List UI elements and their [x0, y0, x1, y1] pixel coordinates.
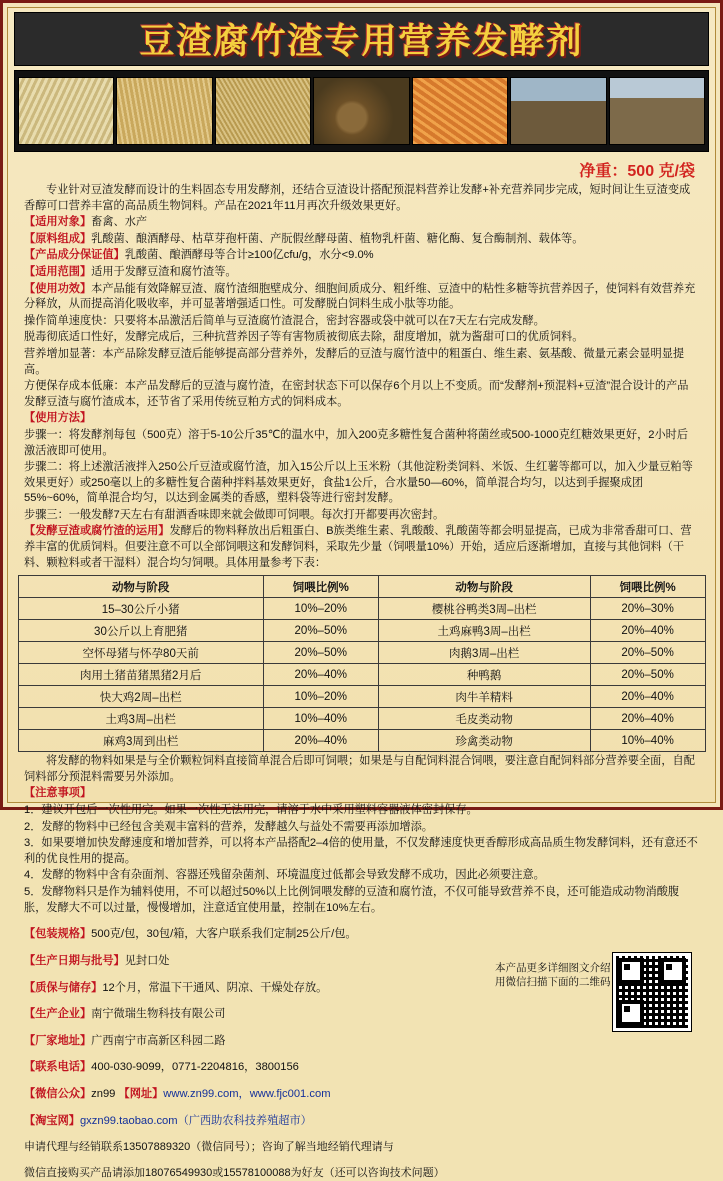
footer-phone [24, 1060, 699, 1075]
footer-taobao-label: 【淘宝网】 [24, 1114, 80, 1127]
qr-instruction-text: 本产品更多详细图文介绍用微信扫描下面的二维码 [495, 962, 611, 989]
note-1: 1．建议开包后一次性用完。如果一次性无法用完，请溶于水中采用塑料容器液体密封保存。 [24, 804, 478, 817]
photo-frame-7 [609, 77, 705, 145]
footer-website-text[interactable]: www.zn99.com，www.fjc001.com [163, 1087, 331, 1100]
cell-animal: 快大鸡2周–出栏 [18, 686, 263, 708]
cell-animal-2: 土鸡麻鸭3周–出栏 [378, 620, 590, 642]
photo-frame-1 [18, 77, 114, 145]
cell-ratio: 20%–50% [263, 642, 378, 664]
footer-address-text: 广西南宁市高新区科园二路 [91, 1034, 226, 1047]
step-2: 步骤二：将上述激活液拌入250公斤豆渣或腐竹渣，加入15公斤以上玉米粉（其他淀粉类饲料、米饭、生红薯等都可以，加入少量豆粕等效果更好）或250毫以上的多糖性复合菌种拌料基效果更好，食盐1公斤，合水量50—60%，简单混合均匀，以达到手握聚成团55%~60%，简单混合均匀，以达到金属类的香感，塑料袋等进行密封发酵。 [24, 461, 693, 505]
footer-phone-text: 400-030-9099，0771-2204816，3800156 [91, 1061, 299, 1074]
section-target-label: 【适用对象】 [24, 216, 92, 229]
cell-animal-2: 毛皮类动物 [378, 708, 590, 730]
footer-taobao [24, 1114, 699, 1129]
cell-ratio: 20%–40% [263, 730, 378, 752]
feeding-ratio-table [18, 575, 706, 752]
th-animal-stage-left: 动物与阶段 [18, 576, 263, 598]
table-row [18, 730, 705, 752]
qr-eye-top-left [618, 958, 644, 984]
footer-wechat-text: zn99 [91, 1087, 116, 1100]
table-row [18, 664, 705, 686]
usage-method-label: 【使用方法】 [24, 412, 92, 425]
cell-animal: 麻鸡3周到出栏 [18, 730, 263, 752]
notes-label: 【注意事项】 [24, 787, 92, 800]
cell-ratio-2: 20%–40% [590, 708, 705, 730]
net-weight: 净重：500 克/袋 [579, 163, 695, 180]
footer-address [24, 1034, 699, 1049]
cell-ratio-2: 20%–50% [590, 664, 705, 686]
cell-animal: 肉用土猪苗猪黑猪2月后 [18, 664, 263, 686]
footer-taobao-text[interactable]: gxzn99.taobao.com（广西助农科技养殖超市） [79, 1114, 312, 1127]
table-row [18, 598, 705, 620]
cell-animal-2: 樱桃谷鸭类3周–出栏 [378, 598, 590, 620]
photo-frame-5 [412, 77, 508, 145]
section-guarantee [24, 248, 699, 264]
cell-animal: 空怀母猪与怀孕80天前 [18, 642, 263, 664]
footer-storage-label: 【质保与储存】 [24, 981, 103, 994]
footer-info [14, 927, 709, 1129]
steps-item-1-text: 操作简单速度快：只要将本品激活后简单与豆渣腐竹渣混合，密封容器或袋中就可以在7天左右完成发酵。 [24, 314, 545, 327]
table-row [18, 686, 705, 708]
section-ingredients [24, 232, 699, 248]
footer-storage-text: 12个月，常温下干通风、阴凉、干燥处存放。 [102, 981, 328, 994]
photo-frame-3 [215, 77, 311, 145]
table-row [18, 620, 705, 642]
footer-wechat-web [24, 1087, 699, 1102]
section-guarantee-label: 【产品成分保证值】 [24, 249, 125, 262]
steps-item-2 [24, 330, 699, 346]
section-ingredients-label: 【原料组成】 [24, 232, 92, 245]
agent-line-2: 微信直接购买产品请添加18076549930或15578100088为好友（还可以咨询技术问题） [24, 1167, 445, 1180]
cell-ratio-2: 20%–40% [590, 686, 705, 708]
cell-animal-2: 种鸭鹅 [378, 664, 590, 686]
cell-ratio-2: 10%–40% [590, 730, 705, 752]
qr-eye-bottom-left [618, 1000, 644, 1026]
photo-frame-4 [313, 77, 409, 145]
cell-animal-2: 肉鹅3周–出栏 [378, 642, 590, 664]
cell-ratio-2: 20%–50% [590, 642, 705, 664]
note-2: 2．发酵的物料中已经包含美观丰富料的营养，发酵越久与益处不需要再添加增添。 [24, 820, 433, 833]
cell-ratio: 20%–50% [263, 620, 378, 642]
cell-ratio-2: 20%–30% [590, 598, 705, 620]
footer-manufacturer [24, 1007, 699, 1022]
qr-code[interactable] [613, 953, 691, 1031]
cell-ratio: 10%–40% [263, 708, 378, 730]
fermentation-usage-label: 【发酵豆渣或腐竹渣的运用】 [24, 525, 170, 538]
section-ingredients-text: 乳酸菌、酿酒酵母、枯草芽孢杆菌、产朊假丝酵母菌、植物乳杆菌、糖化酶、复合酶制剂、载体等。 [91, 232, 584, 245]
steps-item-1 [24, 314, 699, 330]
section-effect-text: 本产品能有效降解豆渣、腐竹渣细胞壁成分、细胞间质成分、粗纤维、豆渣中的粘性多糖等抗营养因子，使饲料有效营养充分释放，从而提高消化吸收率，并可显著增强适口性。可发酵脱白饲料生成小肽等功能。 [24, 282, 696, 311]
table-row [18, 642, 705, 664]
section-effect [24, 282, 699, 313]
table-header-row [18, 576, 705, 598]
photo-frame-6 [510, 77, 606, 145]
agent-contact-lines [14, 1140, 709, 1181]
cell-ratio-2: 20%–40% [590, 620, 705, 642]
table-row [18, 708, 705, 730]
cell-ratio: 10%–20% [263, 598, 378, 620]
footer-manufacturer-label: 【生产企业】 [24, 1008, 92, 1021]
section-target-text: 畜禽、水产 [91, 216, 148, 229]
notes-label-row [24, 786, 699, 802]
intro-paragraph: 专业针对豆渣发酵而设计的生料固态专用发酵剂，还结合豆渣设计搭配预混料营养让发酵+补充营养同步完成，短时间让生豆渣变成香醇可口营养丰富的高品质生物饲料。产品在2021年11月再次升级效果更好。 [24, 184, 691, 212]
footer-manufacturer-text: 南宁微瑞生物科技有限公司 [91, 1008, 226, 1021]
cell-animal: 土鸡3周–出栏 [18, 708, 263, 730]
footer-website-label: 【网址】 [118, 1087, 164, 1100]
usage-method-label-row [24, 411, 699, 427]
footer-date-label: 【生产日期与批号】 [24, 954, 125, 967]
photo-frame-2 [116, 77, 212, 145]
fermentation-usage [24, 524, 699, 571]
cell-ratio: 10%–20% [263, 686, 378, 708]
footer-package [24, 927, 699, 942]
body-text [14, 183, 709, 571]
steps-item-2-text: 脱毒彻底适口性好，发酵完成后，三种抗营养因子等有害物质被彻底去除，甜度增加，就为酱甜可口的优质饲料。 [24, 331, 584, 344]
note-5: 5．发酵物料只是作为辅料使用，不可以超过50%以上比例饲喂发酵的豆渣和腐竹渣，不仅可能导致营养不良，还可能造成动物消酸腹胀，发酵大不可以过量，慢慢增加，注意适宜使用量，控制在10%左右。 [24, 886, 680, 914]
cell-animal: 30公斤以上育肥猪 [18, 620, 263, 642]
page-inner [7, 7, 716, 1180]
title-banner [14, 12, 709, 66]
section-scope-label: 【适用范围】 [24, 265, 92, 278]
section-target [24, 215, 699, 231]
fermentation-usage-text: 发酵后的物料释放出后粗蛋白、B族类维生素、乳酸酸、乳酸菌等都会明显提高，已成为非常香甜可口、营养丰富的优质饲料。但要注意不可以全部饲喂这和发酵饲料，采取先少量（饲喂量10%）开始，适应后逐渐增加，直接与其他饲料（干料、颗粒料或者干湿料）混合均匀饲喂。具体用量参考下表： [24, 525, 692, 569]
th-ratio-left: 饲喂比例% [263, 576, 378, 598]
steps-item-3 [24, 347, 699, 378]
steps-item-4-text: 方便保存成本低廉：本产品发酵后的豆渣与腐竹渣，在密封状态下可以保存6个月以上不变质。而“发酵剂+预混料+豆渣”混合设计的产品发酵豆渣与腐竹渣成本，还节省了采用传统豆粕方式的饲料成本。 [24, 380, 689, 408]
footer-package-text: 500克/包，30包/箱，大客户联系我们定制25公斤/包。 [91, 928, 357, 941]
cell-animal-2: 肉牛羊精料 [378, 686, 590, 708]
th-animal-stage-right: 动物与阶段 [378, 576, 590, 598]
footer-block [14, 927, 709, 1181]
notes-block [14, 754, 709, 916]
section-effect-label: 【使用功效】 [24, 282, 92, 295]
cell-animal-2: 珍禽类动物 [378, 730, 590, 752]
steps-item-4 [24, 379, 699, 410]
step-1: 步骤一：将发酵剂每包（500克）溶于5-10公斤35℃的温水中，加入200克多糖性复合菌种将菌丝或500-1000克红糖效果更好，2小时后激活液即可使用。 [24, 428, 689, 457]
section-scope-text: 适用于发酵豆渣和腐竹渣等。 [91, 265, 237, 278]
cell-animal: 15–30公斤小猪 [18, 598, 263, 620]
page-title: 豆渣腐竹渣专用营养发酵剂 [139, 22, 584, 62]
product-photo-strip [14, 70, 709, 152]
section-guarantee-text: 乳酸菌、酿酒酵母等合计≥100亿cfu/g，水分<9.0% [124, 249, 374, 262]
note-3: 3．如果要增加快发酵速度和增加营养，可以将本产品搭配2–4倍的使用量，不仅发酵速度快更香醇形成高品质生物发酵饲料，还有意还不利的优良性用的提高。 [24, 837, 698, 865]
agent-line-1: 申请代理与经销联系13507889320（微信同号）；咨询了解当地经销代理请与 [24, 1141, 394, 1154]
footer-date-text: 见封口处 [124, 954, 170, 967]
section-scope [24, 265, 699, 281]
steps-item-3-text: 营养增加显著：本产品除发酵豆渣后能够提高部分营养外，发酵后的豆渣与腐竹渣中的粗蛋白、维生素、氨基酸、微量元素会显明显提高。 [24, 347, 685, 376]
step-3: 步骤三：一般发酵7天左右有甜酒香味即来就会做即可饲喂。每次打开都要再次密封。 [24, 508, 445, 521]
note-4: 4．发酵的物料中含有杂面剂、容器还残留杂菌剂、环境温度过低都会导致发酵不成功，因此必须要注意。 [24, 869, 545, 882]
footer-address-label: 【厂家地址】 [24, 1034, 92, 1047]
footer-wechat-label: 【微信公众】 [24, 1087, 92, 1100]
footer-phone-label: 【联系电话】 [24, 1061, 92, 1074]
qr-eye-top-right [660, 958, 686, 984]
th-ratio-right: 饲喂比例% [590, 576, 705, 598]
cell-ratio: 20%–40% [263, 664, 378, 686]
footer-package-label: 【包装规格】 [24, 928, 92, 941]
after-table-text: 将发酵的物料如果是与全价颗粒饲料直接简单混合后即可饲喂；如果是与自配饲料混合饲喂，要注意自配饲料部分营养要全面，自配饲料部分预混料需要另外添加。 [24, 755, 695, 783]
